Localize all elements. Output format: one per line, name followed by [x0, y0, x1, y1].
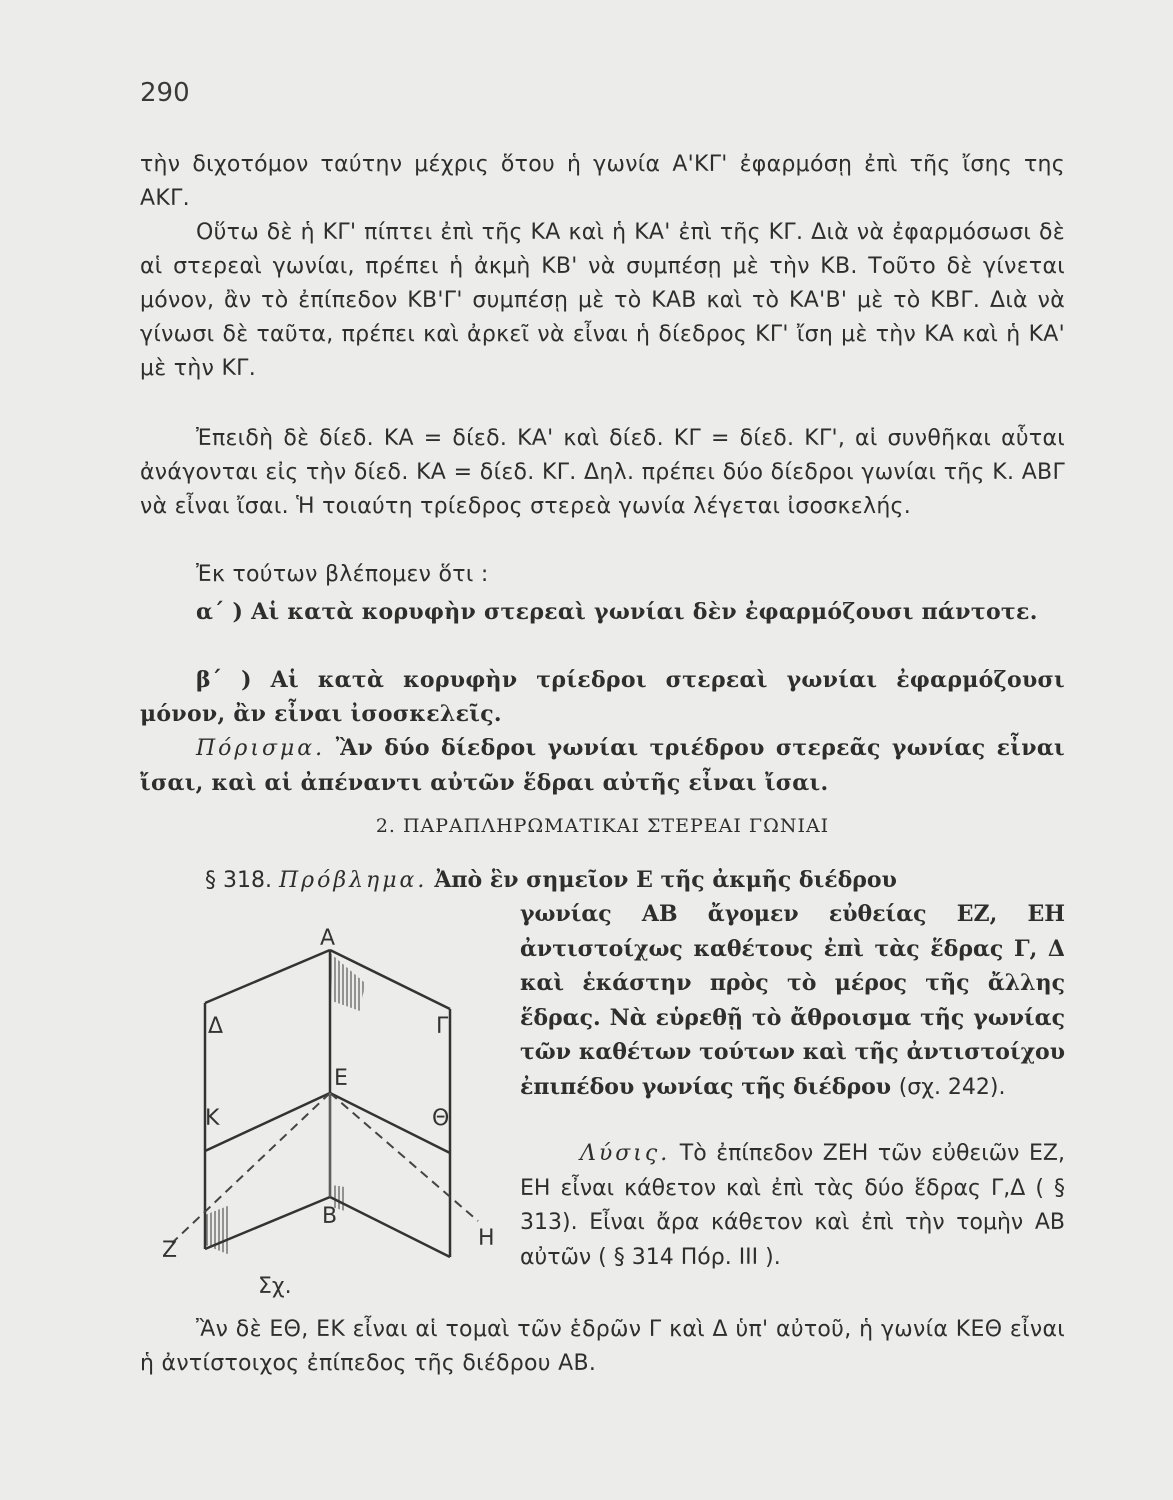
problem-number: § 318. [205, 868, 272, 893]
solution-paragraph [520, 1137, 1065, 1275]
problem-statement-text: γωνίας ΑΒ ἄγομεν εὐθείας ΕΖ, ΕΗ ἀντιστοίχως καθέτους ἐπὶ τὰς ἕδρας Γ, Δ καὶ ἑκάστην πρὸς τὸ μέρος τῆς ἄλλης ἕδρας. Νὰ εὑρεθῇ τὸ ἄθροισμα τῆς γωνίας τῶν καθέτων τούτων καὶ τῆς ἀντιστοίχου ἐπιπέδου γωνίας τῆς διέδρου [520, 901, 1065, 1100]
label-Theta: Θ [432, 1106, 450, 1131]
label-Gamma: Γ [436, 1014, 449, 1039]
paragraph-continuation: τὴν διχοτόμον ταύτην μέχρις ὅτου ἡ γωνία Α'ΚΓ' ἐφαρμόσῃ ἐπὶ τῆς ἴσης της ΑΚΓ. [140, 152, 1065, 211]
page-number: 290 [140, 78, 190, 108]
label-K: Κ [205, 1106, 220, 1131]
line-EK [205, 1093, 330, 1151]
corollary-label: Πόρισμα. [196, 736, 326, 761]
face-delta-top-edge [205, 950, 330, 1003]
label-B: Β [322, 1204, 338, 1229]
solution-label: Λύσις. [580, 1141, 671, 1166]
perpendicular-EZ [172, 1093, 330, 1243]
problem-first-line: Ἀπὸ ἓν σημεῖον Ε τῆς ἀκμῆς διέδρου [434, 867, 897, 893]
figure-reference: (σχ. 242). [898, 1074, 1006, 1100]
problem-header [205, 863, 897, 898]
dihedral-diagram [150, 915, 510, 1305]
label-A: Α [320, 926, 336, 951]
section-heading: 2. ΠΑΡΑΠΛΗΡΩΜΑΤΙΚΑΙ ΣΤΕΡΕΑΙ ΓΩΝΙΑΙ [375, 815, 830, 837]
conclusion-alpha: α΄ ) Αἱ κατὰ κορυφὴν στερεαὶ γωνίαι δὲν ἐφαρμόζουσι πάντοτε. [196, 599, 1038, 625]
label-Z: Ζ [162, 1238, 178, 1263]
conclusion-beta: β΄ ) Αἱ κατὰ κορυφὴν τρίεδροι στερεαὶ γωνίαι ἐφαρμόζουσι μόνον, ἂν εἶναι ἰσοσκελεῖς. [140, 667, 1065, 727]
solution-text: Τὸ ἐπίπεδον ΖΕΗ τῶν εὐθειῶν ΕΖ, ΕΗ εἶναι κάθετον καὶ ἐπὶ τὰς δύο ἕδρας Γ,Δ ( § 313). Εἶναι ἄρα κάθετον καὶ ἐπὶ τὴν τομὴν ΑΒ αὐτῶν ( § 314 Πόρ. ΙΙΙ ). [520, 1141, 1065, 1270]
final-paragraph: Ἂν δὲ ΕΘ, ΕΚ εἶναι αἱ τομαὶ τῶν ἑδρῶν Γ καὶ Δ ὑπ' αὐτοῦ, ἡ γωνία ΚΕΘ εἶναι ἡ ἀντίστοιχος ἐπίπεδος τῆς διέδρου ΑΒ. [140, 1317, 1065, 1376]
paragraph-dihedral-coincidence: Οὕτω δὲ ἡ ΚΓ' πίπτει ἐπὶ τῆς ΚΑ καὶ ἡ ΚΑ' ἐπὶ τῆς ΚΓ. Διὰ νὰ ἐφαρμόσωσι δὲ αἱ στερεαὶ γωνίαι, πρέπει ἡ ἀκμὴ ΚΒ' νὰ συμπέσῃ μὲ τὴν ΚΒ. Τοῦτο δὲ γίνεται μόνον, ἂν τὸ ἐπίπεδον ΚΒ'Γ' συμπέσῃ μὲ τὸ ΚΑΒ καὶ τὸ ΚΑ'Β' μὲ τὸ ΚΒΓ. Διὰ νὰ γίνωσι δὲ ταῦτα, πρέπει καὶ ἀρκεῖ νὰ εἶναι ἡ δίεδρος ΚΓ' ἴση μὲ τὴν ΚΑ καὶ ἡ ΚΑ' μὲ τὴν ΚΓ. [140, 220, 1065, 381]
label-H: Η [478, 1226, 495, 1251]
figure-242 [150, 915, 510, 1305]
corollary-text: Ἂν δύο δίεδροι γωνίαι τριέδρου στερεᾶς γωνίας εἶναι ἴσαι, καὶ αἱ ἀπέναντι αὐτῶν ἕδραι αὐτῆς εἶναι ἴσαι. [140, 735, 1065, 796]
face-gamma-bottom-edge [330, 1197, 450, 1257]
perpendicular-EH [330, 1093, 478, 1221]
shading-top [330, 953, 365, 1011]
label-Delta: Δ [208, 1014, 224, 1039]
problem-label: Πρόβλημα. [278, 868, 428, 893]
paragraph-isosceles-definition: Ἐπειδὴ δὲ δίεδ. ΚΑ = δίεδ. ΚΑ' καὶ δίεδ. ΚΓ = δίεδ. ΚΓ', αἱ συνθῆκαι αὗται ἀνάγονται εἰς τὴν δίεδ. ΚΑ = δίεδ. ΚΓ. Δηλ. πρέπει δύο δίεδροι γωνίαι τῆς Κ. ΑΒΓ νὰ εἶναι ἴσαι. Ἡ τοιαύτη τρίεδρος στερεὰ γωνία λέγεται ἰσοσκελής. [140, 426, 1065, 519]
figure-caption: Σχ. [258, 1274, 292, 1299]
corollary-paragraph [140, 731, 1065, 801]
paragraph-conclusions-intro: Ἐκ τούτων βλέπομεν ὅτι : [196, 562, 489, 587]
label-E: Ε [334, 1066, 348, 1091]
problem-statement [520, 897, 1065, 1105]
